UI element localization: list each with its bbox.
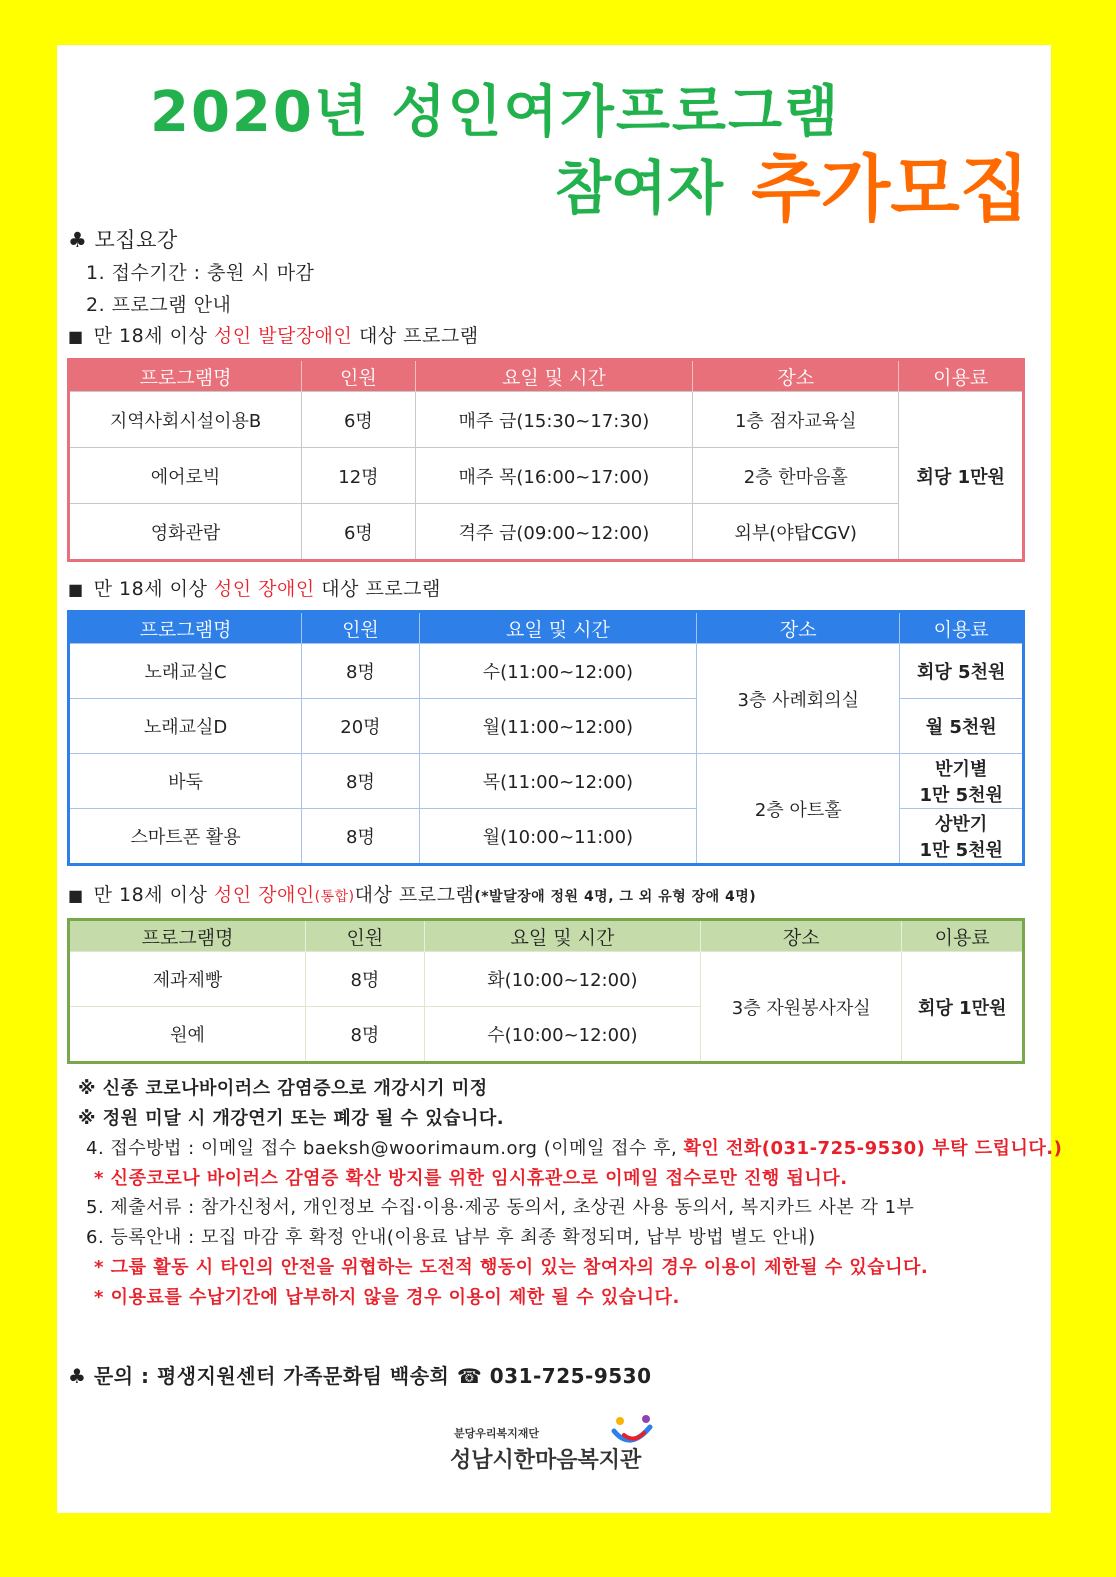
table-row — [69, 504, 1024, 561]
cell-place: 1층 점자교육실 — [693, 392, 899, 448]
section3-pre: 만 18세 이상 — [93, 884, 208, 906]
cell-place: 3층 자원봉사자실 — [701, 952, 902, 1063]
square-bullet-icon: ■ — [68, 327, 84, 346]
star-note-3: * 이용료를 수납기간에 납부하지 않을 경우 이용이 제한 될 수 있습니다. — [94, 1287, 680, 1308]
note-1: ※ 신종 코로나바이러스 감염증으로 개강시기 미정 — [78, 1078, 488, 1099]
header-fee: 이용료 — [902, 920, 1024, 952]
cell-program: 지역사회시설이용B — [69, 392, 302, 448]
cell-fee: 회당 5천원 — [900, 644, 1024, 699]
header-place: 장소 — [701, 920, 902, 952]
cell-count: 8명 — [306, 1007, 425, 1063]
cell-time: 월(10:00~11:00) — [419, 809, 696, 865]
cell-place: 2층 한마음홀 — [693, 448, 899, 504]
contact-phone: 031-725-9530 — [489, 1364, 652, 1388]
recruit-item-2: 2. 프로그램 안내 — [86, 294, 232, 316]
cell-fee: 회당 1만원 — [902, 952, 1024, 1063]
cell-time: 수(10:00~12:00) — [424, 1007, 700, 1063]
section3-note: (*발달장애 정원 4명, 그 외 유형 장애 4명) — [474, 889, 757, 905]
club-icon: ♣ — [68, 1364, 87, 1388]
item-6: 6. 등록안내 : 모집 마감 후 확정 안내(이용료 납부 후 최종 확정되며, 납부 방법 별도 안내) — [86, 1227, 816, 1248]
cell-place: 2층 아트홀 — [697, 754, 900, 865]
section2-post: 대상 프로그램 — [321, 578, 441, 600]
table-row — [69, 952, 1024, 1007]
section1-heading — [68, 321, 479, 348]
recruit-heading-text: 모집요강 — [94, 228, 178, 252]
logo-top-text: 분당우리복지재단 — [454, 1427, 540, 1440]
recruit-heading — [68, 224, 178, 254]
cell-fee: 월 5천원 — [900, 699, 1024, 754]
item-4-star: * 신종코로나 바이러스 감염증 확산 방지를 위한 임시휴관으로 이메일 접수로만 진행 됩니다. — [94, 1168, 848, 1189]
cell-count: 8명 — [302, 809, 420, 865]
cell-program: 영화관람 — [69, 504, 302, 561]
cell-program: 에어로빅 — [69, 448, 302, 504]
table-row — [69, 754, 1024, 809]
title-accent: 추가모집 — [751, 147, 1030, 231]
item-4-text: 4. 접수방법 : 이메일 접수 baeksh@woorimaum.org (이메일 접수 후, — [86, 1138, 678, 1159]
section2-pre: 만 18세 이상 — [93, 578, 208, 600]
section3-heading — [68, 880, 756, 907]
cell-count: 6명 — [302, 392, 416, 448]
cell-count: 8명 — [306, 952, 425, 1007]
section1-highlight: 성인 발달장애인 — [213, 325, 353, 347]
cell-time: 월(11:00~12:00) — [419, 699, 696, 754]
cell-fee: 회당 1만원 — [899, 392, 1024, 561]
club-icon: ♣ — [68, 228, 88, 252]
title-line2 — [555, 125, 1029, 229]
cell-fee — [900, 809, 1024, 865]
header-time: 요일 및 시간 — [419, 612, 696, 644]
table-header-row — [69, 612, 1024, 644]
cell-time: 화(10:00~12:00) — [424, 952, 700, 1007]
cell-place: 3층 사례회의실 — [697, 644, 900, 754]
cell-count: 12명 — [302, 448, 416, 504]
header-time: 요일 및 시간 — [424, 920, 700, 952]
cell-program: 바둑 — [69, 754, 302, 809]
section3-highlight-small: (통합) — [314, 889, 355, 905]
phone-icon: ☎ — [456, 1364, 483, 1388]
header-count: 인원 — [306, 920, 425, 952]
title-line2-text: 참여자 — [555, 154, 724, 222]
cell-fee — [900, 754, 1024, 809]
header-time: 요일 및 시간 — [415, 360, 692, 392]
program-table-1 — [67, 358, 1025, 562]
item-4-red: 확인 전화(031-725-9530) 부탁 드립니다.) — [683, 1138, 1063, 1159]
note-2: ※ 정원 미달 시 개강연기 또는 폐강 될 수 있습니다. — [78, 1108, 505, 1129]
header-fee: 이용료 — [899, 360, 1024, 392]
logo-main-text: 성남시한마음복지관 — [450, 1448, 642, 1473]
header-count: 인원 — [302, 360, 416, 392]
program-table-2 — [67, 610, 1025, 866]
section1-pre: 만 18세 이상 — [93, 325, 208, 347]
item-4 — [86, 1134, 1062, 1160]
section3-highlight: 성인 장애인 — [213, 884, 315, 906]
fee-line2: 1만 5천원 — [919, 840, 1003, 861]
cell-count: 6명 — [302, 504, 416, 561]
star-note-2: * 그룹 활동 시 타인의 안전을 위협하는 도전적 행동이 있는 참여자의 경우 이용이 제한될 수 있습니다. — [94, 1257, 929, 1278]
section2-highlight: 성인 장애인 — [213, 578, 315, 600]
title-line1: 2020년 성인여가프로그램 — [150, 80, 841, 145]
header-place: 장소 — [693, 360, 899, 392]
section1-post: 대상 프로그램 — [358, 325, 479, 347]
cell-program: 노래교실D — [69, 699, 302, 754]
cell-time: 격주 금(09:00~12:00) — [415, 504, 692, 561]
table-row — [69, 448, 1024, 504]
table-row — [69, 392, 1024, 448]
cell-time: 목(11:00~12:00) — [419, 754, 696, 809]
header-place: 장소 — [697, 612, 900, 644]
table-header-row — [69, 360, 1024, 392]
cell-time: 매주 금(15:30~17:30) — [415, 392, 692, 448]
header-program: 프로그램명 — [69, 920, 306, 952]
header-count: 인원 — [302, 612, 420, 644]
contact-text: 문의 : 평생지원센터 가족문화팀 백송희 — [93, 1364, 450, 1388]
cell-time: 매주 목(16:00~17:00) — [415, 448, 692, 504]
cell-count: 8명 — [302, 644, 420, 699]
item-5: 5. 제출서류 : 참가신청서, 개인정보 수집·이용·제공 동의서, 초상권 사용 동의서, 복지카드 사본 각 1부 — [86, 1197, 915, 1218]
table-header-row — [69, 920, 1024, 952]
header-fee: 이용료 — [900, 612, 1024, 644]
contact-line — [68, 1360, 652, 1389]
fee-line1: 반기별 — [935, 759, 988, 780]
header-program: 프로그램명 — [69, 612, 302, 644]
cell-program: 제과제빵 — [69, 952, 306, 1007]
header-program: 프로그램명 — [69, 360, 302, 392]
section3-post: 대상 프로그램 — [354, 884, 475, 906]
organization-logo — [450, 1425, 641, 1474]
fee-line2: 1만 5천원 — [919, 785, 1003, 806]
logo-mark-icon — [610, 1413, 654, 1453]
cell-program: 스마트폰 활용 — [69, 809, 302, 865]
section2-heading — [68, 574, 441, 601]
cell-program: 원예 — [69, 1007, 306, 1063]
cell-program: 노래교실C — [69, 644, 302, 699]
fee-line1: 상반기 — [935, 814, 988, 835]
cell-count: 20명 — [302, 699, 420, 754]
square-bullet-icon: ■ — [68, 886, 84, 905]
cell-count: 8명 — [302, 754, 420, 809]
program-table-3 — [67, 918, 1025, 1064]
recruit-item-1: 1. 접수기간 : 충원 시 마감 — [86, 262, 315, 284]
cell-time: 수(11:00~12:00) — [419, 644, 696, 699]
cell-place: 외부(야탑CGV) — [693, 504, 899, 561]
square-bullet-icon: ■ — [68, 580, 84, 599]
table-row — [69, 644, 1024, 699]
